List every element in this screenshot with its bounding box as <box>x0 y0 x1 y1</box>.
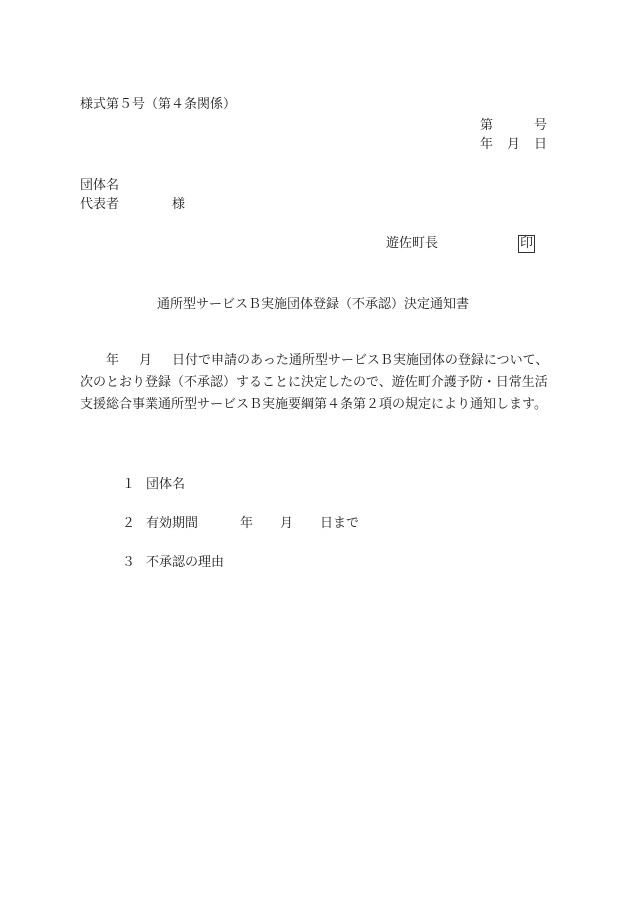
issuer-name: 遊佐町長 <box>386 236 439 251</box>
org-name-label: 団体名 <box>80 178 120 193</box>
date-month: 月 <box>507 137 521 152</box>
doc-number-prefix: 第 <box>480 118 494 133</box>
body-month: 月 <box>139 353 153 368</box>
item-3-number: ３ <box>122 555 136 570</box>
item-2-label: 有効期間 <box>146 516 199 531</box>
item-1-label: 団体名 <box>146 477 186 492</box>
item-2-day-until: 日まで <box>320 516 360 531</box>
date-year: 年 <box>480 137 494 152</box>
date-day: 日 <box>534 137 548 152</box>
document-title: 通所型サービスＢ実施団体登録（不承認）決定通知書 <box>157 297 470 312</box>
form-label: 様式第５号（第４条関係） <box>80 97 237 112</box>
body-paragraph <box>80 350 550 416</box>
honorific: 様 <box>172 197 186 212</box>
seal-box: 印 <box>520 236 534 251</box>
item-2-month: 月 <box>280 516 294 531</box>
item-2-year: 年 <box>240 516 254 531</box>
item-2-number: ２ <box>122 516 136 531</box>
body-text: 日付で申請のあった通所型サービスＢ実施団体の登録について、次のとおり登録（不承認）することに決定したので、遊佐町介護予防・日常生活支援総合事業通所型サービスＢ実施要綱第４条第２項の規定により通知します。 <box>80 353 549 412</box>
representative-label: 代表者 <box>80 197 120 212</box>
item-3-label: 不承認の理由 <box>146 555 225 570</box>
doc-number-suffix: 号 <box>534 118 548 133</box>
body-year: 年 <box>106 353 120 368</box>
item-1-number: １ <box>122 477 136 492</box>
